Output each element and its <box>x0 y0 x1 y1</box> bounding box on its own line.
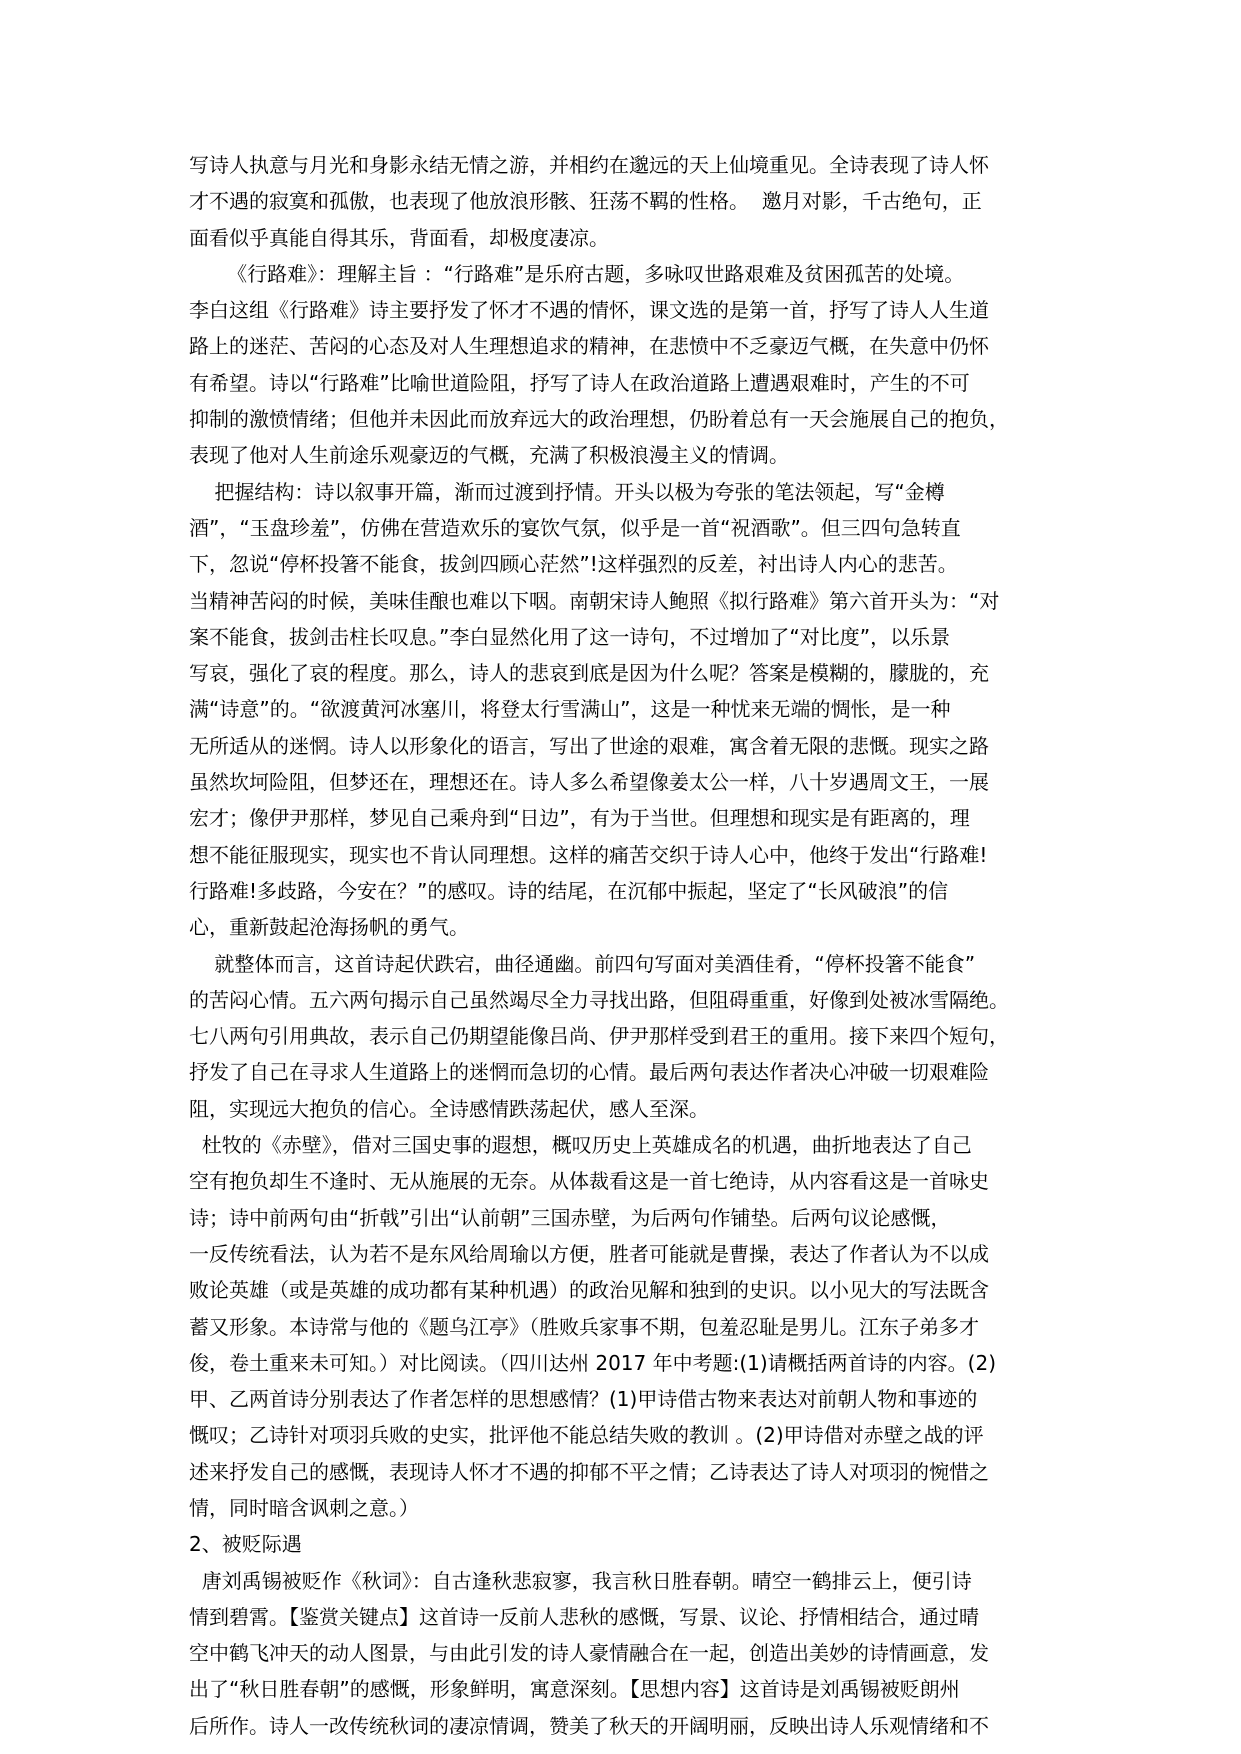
text-line: 甲、乙两首诗分别表达了作者怎样的思想感情？(1)甲诗借古物来表达对前朝人物和事迹的 <box>189 1387 978 1412</box>
text-line: 述来抒发自己的感慨，表现诗人怀才不遇的抑郁不平之情；乙诗表达了诗人对项羽的惋惜之 <box>189 1459 989 1484</box>
text-line: 2、被贬际遇 <box>189 1532 302 1557</box>
text-line: 行路难!多歧路，今安在？”的感叹。诗的结尾，在沉郁中振起，坚定了“长风破浪”的信 <box>189 878 949 903</box>
text-line: 七八两句引用典故，表示自己仍期望能像吕尚、伊尹那样受到君王的重用。接下来四个短句， <box>189 1024 1009 1049</box>
text-line: 宏才；像伊尹那样，梦见自己乘舟到“日边”，有为于当世。但理想和现实是有距离的，理 <box>189 806 970 831</box>
text-line: 唐刘禹锡被贬作《秋词》：自古逢秋悲寂寥，我言秋日胜春朝。晴空一鹤排云上，便引诗 <box>189 1568 972 1593</box>
text-line: 满“诗意”的。“欲渡黄河冰塞川，将登太行雪满山”，这是一种忧来无端的惆怅，是一种 <box>189 697 951 722</box>
text-line: 慨叹；乙诗针对项羽兵败的史实，批评他不能总结失败的教训 。(2)甲诗借对赤壁之战的评 <box>189 1423 984 1448</box>
text-line: 虽然坎坷险阻，但梦还在，理想还在。诗人多么希望像姜太公一样，八十岁遇周文王，一展 <box>189 770 989 795</box>
text-line: 下，忽说“停杯投箸不能食，拔剑四顾心茫然”!这样强烈的反差，衬出诗人内心的悲苦。 <box>189 552 958 577</box>
text-line: 有希望。诗以“行路难”比喻世道险阻，抒写了诗人在政治道路上遭遇艰难时，产生的不可 <box>189 370 970 395</box>
text-line: 写哀，强化了哀的程度。那么，诗人的悲哀到底是因为什么呢？答案是模糊的，朦胧的，充 <box>189 661 989 686</box>
text-line: 抑制的激愤情绪；但他并未因此而放弃远大的政治理想，仍盼着总有一天会施展自己的抱负， <box>189 407 1009 432</box>
text-line: 出了“秋日胜春朝”的感慨，形象鲜明，寓意深刻。【思想内容】这首诗是刘禹锡被贬朗州 <box>189 1677 960 1702</box>
text-line: 写诗人执意与月光和身影永结无情之游，并相约在邈远的天上仙境重见。全诗表现了诗人怀 <box>189 153 989 177</box>
text-line: 案不能食，拔剑击柱长叹息。”李白显然化用了这一诗句，不过增加了“对比度”，以乐景 <box>189 624 951 649</box>
text-line: 后所作。诗人一改传统秋词的凄凉情调，赞美了秋天的开阔明丽，反映出诗人乐观情绪和不 <box>189 1713 989 1738</box>
text-line: 就整体而言，这首诗起伏跌宕，曲径通幽。前四句写面对美酒佳肴，“停杯投箸不能食” <box>189 951 976 976</box>
text-line: 心，重新鼓起沧海扬帆的勇气。 <box>189 915 469 940</box>
text-line: 路上的迷茫、苦闷的心态及对人生理想追求的精神，在悲愤中不乏豪迈气概，在失意中仍怀 <box>189 334 989 359</box>
text-line: 表现了他对人生前途乐观豪迈的气概，充满了积极浪漫主义的情调。 <box>189 443 789 468</box>
text-line: 蓄又形象。本诗常与他的《题乌江亭》（胜败兵家事不期，包羞忍耻是男儿。江东子弟多才 <box>189 1314 979 1339</box>
text-line: 抒发了自己在寻求人生道路上的迷惘而急切的心情。最后两句表达作者决心冲破一切艰难险 <box>189 1060 989 1085</box>
text-line: 情到碧霄。【鉴赏关键点】这首诗一反前人悲秋的感慨，写景、议论、抒情相结合，通过晴 <box>189 1604 979 1629</box>
text-line: 想不能征服现实，现实也不肯认同理想。这样的痛苦交织于诗人心中，他终于发出“行路难! <box>189 842 988 867</box>
text-line: 无所适从的迷惘。诗人以形象化的语言，写出了世途的艰难，寓含着无限的悲慨。现实之路 <box>189 733 989 758</box>
text-line: 阻，实现远大抱负的信心。全诗感情跌荡起伏，感人至深。 <box>189 1096 709 1121</box>
text-line: 酒”，“玉盘珍羞”，仿佛在营造欢乐的宴饮气氛，似乎是一首“祝酒歌”。但三四句急转直 <box>189 515 961 540</box>
text-line: 空中鹤飞冲天的动人图景，与由此引发的诗人豪情融合在一起，创造出美妙的诗情画意，发 <box>189 1641 989 1666</box>
text-line: 情，同时暗含讽刺之意。） <box>189 1495 419 1520</box>
text-line: 的苦闷心情。五六两句揭示自己虽然竭尽全力寻找出路，但阻碍重重，好像到处被冰雪隔绝。 <box>189 987 1009 1012</box>
text-line: 杜牧的《赤壁》，借对三国史事的遐想，概叹历史上英雄成名的机遇，曲折地表达了自己 <box>189 1133 972 1158</box>
text-line: 一反传统看法，认为若不是东风给周瑜以方便，胜者可能就是曹操，表达了作者认为不以成 <box>189 1241 989 1266</box>
text-line: 把握结构：诗以叙事开篇，渐而过渡到抒情。开头以极为夸张的笔法领起，写“金樽 <box>189 479 945 504</box>
text-line: 李白这组《行路难》诗主要抒发了怀才不遇的情怀，课文选的是第一首，抒写了诗人人生道 <box>189 298 989 323</box>
text-line: 空有抱负却生不逢时、无从施展的无奈。从体裁看这是一首七绝诗，从内容看这是一首咏史 <box>189 1169 989 1194</box>
text-line: 诗；诗中前两句由“折戟”引出“认前朝”三国赤壁，为后两句作铺垫。后两句议论感慨， <box>189 1205 951 1230</box>
text-line: 俊，卷土重来未可知。）对比阅读。（四川达州 2017 年中考题:(1)请概括两首诗的内容。(2) <box>189 1350 997 1375</box>
text-line: 才不遇的寂寞和孤傲，也表现了他放浪形骸、狂荡不羁的性格。 邀月对影，千古绝句，正 <box>189 189 982 214</box>
document-body <box>189 147 1069 1744</box>
text-line: 面看似乎真能自得其乐，背面看，却极度凄凉。 <box>189 225 609 250</box>
text-line: 《行路难》：理解主旨 ：“行路难”是乐府古题，多咏叹世路艰难及贫困孤苦的处境。 <box>189 261 965 286</box>
text-line: 败论英雄（或是英雄的成功都有某种机遇）的政治见解和独到的史识。以小见大的写法既含 <box>189 1278 989 1303</box>
text-line: 当精神苦闷的时候，美味佳酿也难以下咽。南朝宋诗人鲍照《拟行路难》第六首开头为：“对 <box>189 588 1000 613</box>
